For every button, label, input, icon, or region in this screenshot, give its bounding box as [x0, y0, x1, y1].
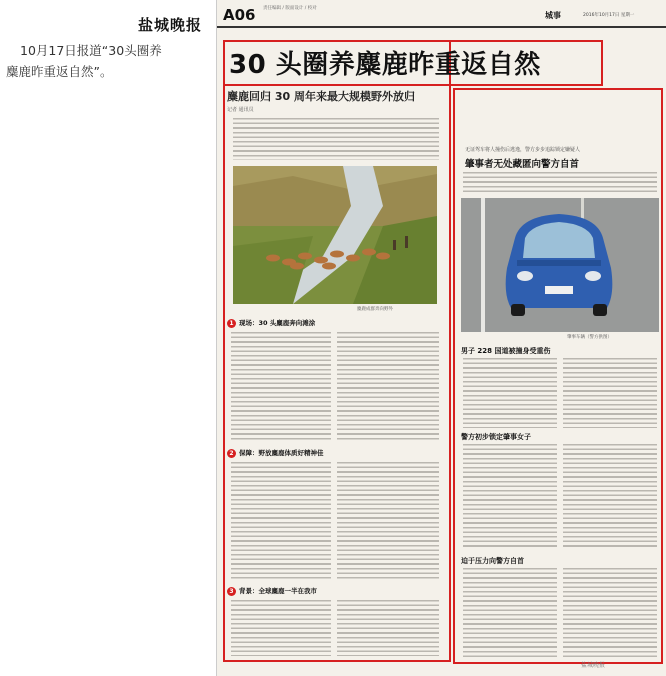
side-body-3b [563, 568, 657, 658]
side-article-title: 肇事者无处藏匿向警方自首 [465, 159, 580, 170]
newspaper-page [216, 0, 666, 676]
header-meta: 责任编辑 / 版面设计 / 校对 [263, 6, 317, 11]
side-body-2a [463, 444, 557, 550]
body-text-3a [231, 600, 331, 656]
caption-text [6, 40, 210, 82]
article-sidebar [0, 0, 214, 676]
top-rule [217, 26, 666, 28]
body-text-1b [337, 332, 439, 442]
side-article-kicker: 无证驾车将人撞伤后逃逸，警方步步追踪锁定嫌疑人 [465, 147, 581, 153]
side-body-2b [563, 444, 657, 550]
side-heading-3: 迫于压力向警方自首 [461, 557, 524, 565]
deer-photo-image [233, 166, 437, 304]
paper-name: 盐城晚报 [138, 16, 203, 34]
body-text-1a [231, 332, 331, 442]
section-heading-1-text: 现场：30 头麋鹿奔向滩涂 [239, 319, 316, 327]
side-body-1b [563, 358, 657, 428]
side-heading-2: 警方初步锁定肇事女子 [461, 433, 531, 441]
byline: 记者 通讯员 [227, 107, 254, 113]
section-heading-3 [227, 586, 317, 596]
side-lead-text [463, 172, 657, 194]
section-heading-2-text: 保障：野放麋鹿体质好精神佳 [239, 449, 324, 457]
section-tag: 城事 [545, 11, 561, 20]
side-heading-1: 男子 228 国道被撞身受重伤 [461, 347, 551, 355]
date-strip: 2016年10月17日 星期一 [583, 13, 635, 18]
car-photo-image [461, 198, 659, 332]
body-text-2a [231, 462, 331, 580]
headline: 30 头圈养麋鹿昨重返自然 [229, 50, 541, 80]
deer-photo [233, 166, 437, 304]
body-text-3b [337, 600, 439, 656]
photo-caption: 麋鹿成群奔向野外 [357, 307, 393, 312]
side-body-1a [463, 358, 557, 428]
caption-line-2: 麋鹿昨重返自然”。 [6, 64, 113, 79]
subheadline: 麋鹿回归 30 周年来最大规模野外放归 [227, 90, 415, 103]
car-photo-caption: 肇事车辆（警方供图） [567, 335, 612, 340]
section-heading-1 [227, 318, 315, 328]
car-photo [461, 198, 659, 332]
section-heading-3-text: 背景：全球麋鹿一半在我市 [239, 587, 317, 595]
page-number: A06 [223, 6, 256, 24]
section-number-icon: 1 [227, 319, 236, 328]
watermark: 盐城晚报 [581, 662, 606, 669]
caption-line-1: 10月17日报道“30头圈养 [20, 43, 162, 58]
side-body-3a [463, 568, 557, 658]
section-number-icon: 2 [227, 449, 236, 458]
body-text-2b [337, 462, 439, 580]
section-heading-2 [227, 448, 324, 458]
section-number-icon: 3 [227, 587, 236, 596]
lead-text [233, 118, 439, 160]
